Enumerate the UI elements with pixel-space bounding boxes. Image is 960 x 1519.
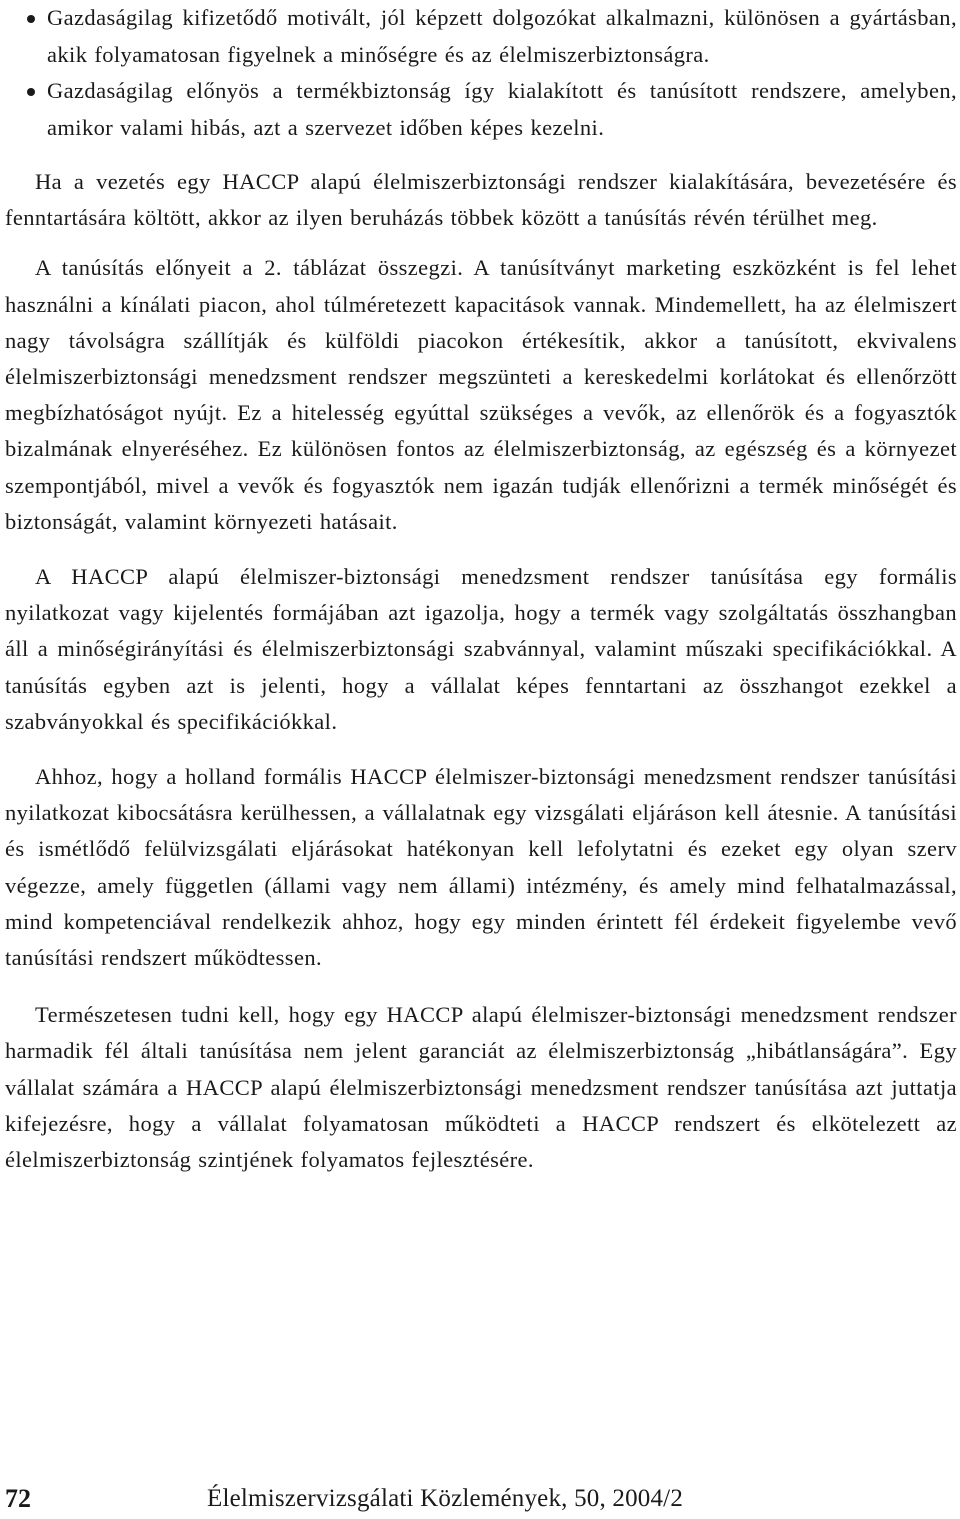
list-item: [5, 0, 957, 73]
paragraph-no-guarantee: Természetesen tudni kell, hogy egy HACCP alapú élelmiszer-biztonsági menedzsment rendszer harmadik fél általi tanúsítása nem jelent garanciát az élelmiszerbiztonság „hibátlanságára”. Egy vállalat számára a HACCP alapú élelmiszerbiztonsági menedzsment rendszer tanúsítása azt juttatja kifejezésre, hogy a vállalat folyamatosan működteti a HACCP rendszert és elkötelezett az élelmiszerbiztonság szintjének folyamatos fejlesztésére.: [5, 1002, 957, 1173]
paragraph-investment: Ha a vezetés egy HACCP alapú élelmiszerbiztonsági rendszer kialakítására, bevezetésére és fenntartására költött, akkor az ilyen beruházás többek között a tanúsítás révén térülhet meg.: [5, 169, 957, 231]
bullet-icon: [27, 15, 35, 23]
page-number: 72: [5, 1484, 31, 1513]
paragraph-certification-benefits: A tanúsítás előnyeit a 2. táblázat összegzi. A tanúsítványt marketing eszközként is fel lehet használni a kínálati piacon, ahol túlméretezett kapacitások vannak. Mindemellett, ha az élelmiszert nagy távolságra szállítják és külföldi piacokon értékesítik, akkor a tanúsított, ekvivalens élelmiszerbiztonsági menedzsment rendszer megszünteti a kereskedelmi korlátokat és ellenőrzött megbízhatóságot nyújt. Ez a hitelesség egyúttal szükséges a vevők, az ellenőrök és a fogyasztók bizalmának elnyeréséhez. Ez különösen fontos az élelmiszerbiztonság, az egészség és a környezet szempontjából, mivel a vevők és fogyasztók nem igazán tudják ellenőrizni a termék minőségét és biztonságát, valamint környezeti hatásait.: [5, 255, 957, 534]
bullet-text: Gazdaságilag kifizetődő motivált, jól képzett dolgozókat alkalmazni, különösen a gyártásban, akik folyamatosan figyelnek a minőségre és az élelmiszerbiztonságra.: [47, 5, 957, 67]
list-item: [5, 73, 957, 146]
bullet-icon: [27, 88, 35, 96]
document-page: [5, 0, 957, 1178]
paragraph-certification-definition: A HACCP alapú élelmiszer-biztonsági menedzsment rendszer tanúsítása egy formális nyilatkozat vagy kijelentés formájában azt igazolja, hogy a termék vagy szolgáltatás összhangban áll a minőségirányítási és élelmiszerbiztonsági szabvánnyal, valamint műszaki specifikációkkal. A tanúsítás egyben azt is jelenti, hogy a vállalat képes fenntartani az összhangot ezekkel a szabványokkal és specifikációkkal.: [5, 564, 957, 734]
bullet-text: Gazdaságilag előnyös a termékbiztonság így kialakított és tanúsított rendszere, amelyben, amikor valami hibás, azt a szervezet időben képes kezelni.: [47, 78, 957, 140]
journal-citation: Élelmiszervizsgálati Közlemények, 50, 2004/2: [207, 1485, 684, 1512]
paragraph-dutch-procedure: Ahhoz, hogy a holland formális HACCP élelmiszer-biztonsági menedzsment rendszer tanúsítási nyilatkozat kibocsátásra kerülhessen, a vállalatnak egy vizsgálati eljáráson kell átesnie. A tanúsítási és ismétlődő felülvizsgálati eljárásokat hatékonyan kell lefolytatni és ezeket egy olyan szerv végezze, amely független (állami vagy nem állami) intézmény, és amely mind felhatalmazással, mind kompetenciával rendelkezik ahhoz, hogy egy minden érintett fél érdekeit figyelembe vevő tanúsítási rendszert működtessen.: [5, 764, 957, 971]
bullet-list: [5, 0, 957, 146]
page-footer: [5, 1482, 957, 1516]
